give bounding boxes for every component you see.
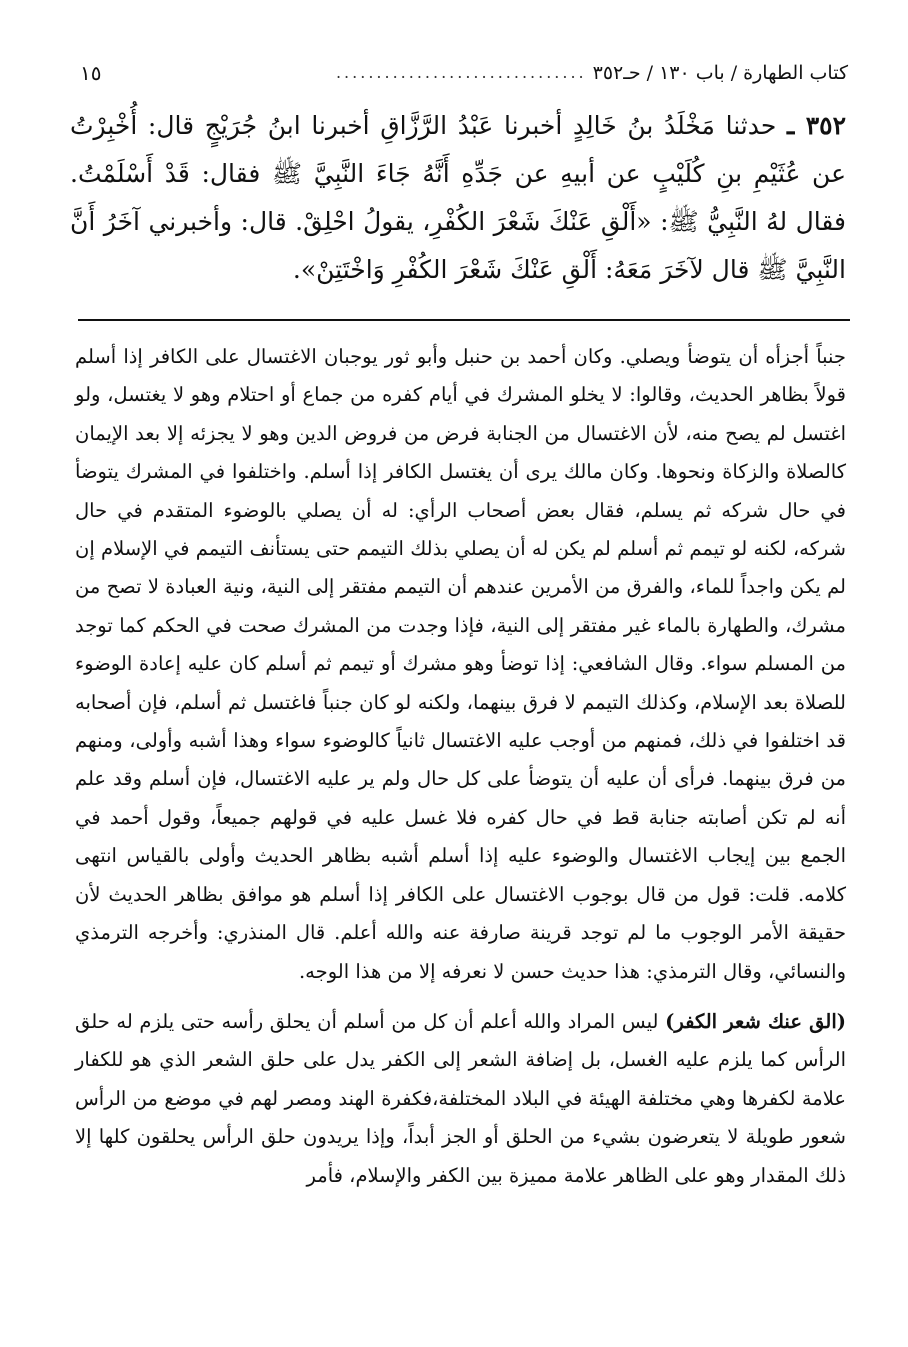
running-head-dots: ............................... xyxy=(335,63,587,82)
commentary-paragraph-text: ليس المراد والله أعلم أن كل من أسلم أن يحلق رأسه حتى يلزم له حلق الرأس كما يلزم عليه الغسل، بل إضافة الشعر إلى الكفر يدل على حلق الشعر الذي هو للكفار علامة لكفرها وهي مختلفة الهيئة في البلاد المختلفة،فكفرة الهند ومصر لهم في موضع من الرأس شعور طويلة لا يتعرضون بشيء من الحلق أو الجز أبداً، وإذا يريدون حلق الرأس يحلقون كلها إلا ذلك المقدار وهو على الظاهر علامة مميزة بين الكفر والإسلام، فأمر xyxy=(75,1009,846,1187)
section-divider xyxy=(78,319,850,321)
hadith-number: ٣٥٢ ـ xyxy=(786,111,847,140)
running-head xyxy=(80,58,848,88)
hadith-text: حدثنا مَخْلَدُ بنُ خَالِدٍ أخبرنا عَبْدُ الرَّزَّاقِ أخبرنا ابنُ جُرَيْجٍ قال: أُخْبِرْتُ عن عُثَيْمِ بنِ كُلَيْبٍ عن أبيهِ عن جَدِّهِ أَنَّهُ جَاءَ النَّبِيَّ ﷺ فقال: قَدْ أَسْلَمْتُ. فقال لهُ النَّبِيُّ ﷺ: «أَلْقِ عَنْكَ شَعْرَ الكُفْرِ، يقولُ احْلِقْ. قال: وأخبرني آخَرُ أَنَّ النَّبِيَّ ﷺ قال لآخَرَ مَعَهُ: أَلْقِ عَنْكَ شَعْرَ الكُفْرِ وَاخْتَتِنْ». xyxy=(70,111,846,284)
commentary-paragraph xyxy=(75,1003,846,1195)
page-number: ١٥ xyxy=(80,61,102,85)
commentary-block xyxy=(75,338,846,1195)
commentary-paragraph: جنباً أجزأه أن يتوضأ ويصلي. وكان أحمد بن حنبل وأبو ثور يوجبان الاغتسال على الكافر إذا أسلم قولاً بظاهر الحديث، وقالوا: لا يخلو المشرك في أيام كفره من جماع أو احتلام وهو لا يغتسل، ولو اغتسل لم يصح منه، لأن الاغتسال من الجنابة فرض من فروض الدين وهو لا يجزئه إلا بعد الإيمان كالصلاة والزكاة ونحوها. وكان مالك يرى أن يغتسل الكافر إذا أسلم. واختلفوا في المشرك يتوضأ في حال شركه ثم يسلم، فقال بعض أصحاب الرأي: له أن يصلي بالوضوء المتقدم في حال شركه، لكنه لو تيمم ثم أسلم لم يكن له أن يصلي بذلك التيمم حتى يستأنف التيمم في الإسلام إن لم يكن واجداً للماء، والفرق من الأمرين عندهم أن التيمم مفتقر إلى النية، ونية العبادة لا تصح من مشرك، والطهارة بالماء غير مفتقر إلى النية، فإذا وجدت من المشرك صحت في الحكم كما توجد من المسلم سواء. وقال الشافعي: إذا توضأ وهو مشرك أو تيمم ثم أسلم كان عليه إعادة الوضوء للصلاة بعد الإسلام، وكذلك التيمم لا فرق بينهما، ولكنه لو كان جنباً فاغتسل ثم أسلم، فإن أصحابه قد اختلفوا في ذلك، فمنهم من أوجب عليه الاغتسال ثانياً كالوضوء سواء وهذا أشبه وأولى، ومنهم من فرق بينهما. فرأى أن عليه أن يتوضأ على كل حال ولم ير عليه الاغتسال، فإن أسلم وقد علم أنه لم تكن أصابته جنابة قط في حال كفره فلا غسل عليه في قولهم جميعاً، وقول أحمد في الجمع بين إيجاب الاغتسال والوضوء عليه إذا أسلم أشبه بظاهر الحديث وأولى بالقياس انتهى كلامه. قلت: قول من قال بوجوب الاغتسال على الكافر إذا أسلم هو موافق بظاهر الحديث لأن حقيقة الأمر الوجوب ما لم توجد قرينة صارفة عنه والله أعلم. قال المنذري: وأخرجه الترمذي والنسائي، وقال الترمذي: هذا حديث حسن لا نعرفه إلا من هذا الوجه. xyxy=(75,345,846,983)
hadith-text-block xyxy=(70,102,846,294)
running-head-title: كتاب الطهارة / باب ١٣٠ / حـ٣٥٢ xyxy=(592,62,848,84)
commentary-lemma: (الق عنك شعر الكفر) xyxy=(665,1009,847,1033)
